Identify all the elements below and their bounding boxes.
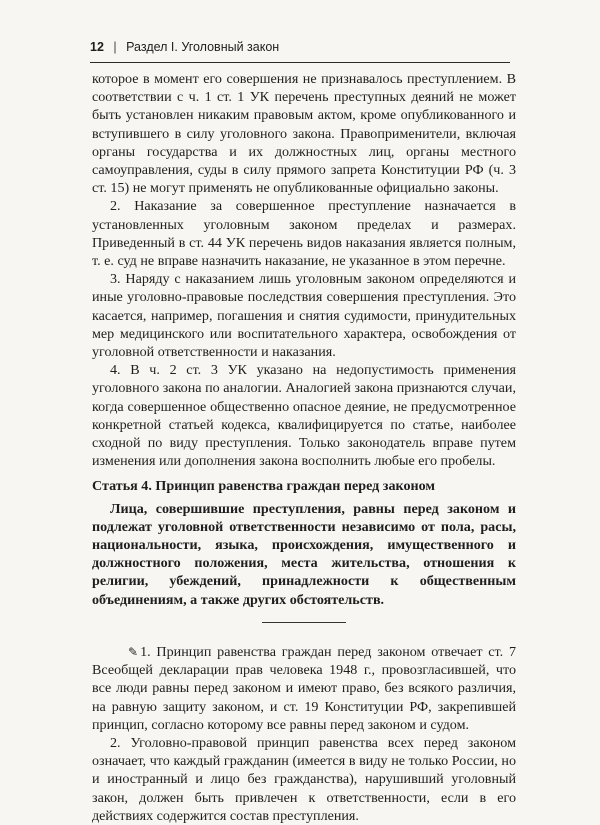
pencil-icon: ✎ bbox=[128, 644, 139, 659]
commentary-paragraph-1 bbox=[92, 643, 516, 734]
paragraph-3: 3. Наряду с наказанием лишь уголовным законом определяются и иные уголовно-правовые последствия совершения преступления. Это касается, например, погашения и снятия судимости, принудительных мер медицинского или воспитательного характера, освобождения от уголовной ответственности и наказания. bbox=[92, 271, 516, 361]
header-rule bbox=[90, 62, 510, 63]
commentary-paragraph-2: 2. Уголовно-правовой принцип равенства всех перед законом означает, что каждый гражданин (имеется в виду не только России, но и иностранный и лицо без гражданства), нарушивший уголовный закон, должен быть привлечен к ответственности, если в его действиях содержится состав преступления. bbox=[92, 734, 516, 824]
commentary-paragraph-1-text: 1. Принцип равенства граждан перед законом отвечает ст. 7 Всеобщей декларации прав человека 1948 г., провозгласившей, что все люди равны перед законом и имеют право, без всякого различия, на равную защиту законом, и ст. 19 Конституции РФ, закрепившей принцип, согласно которому все равны перед законом и судом. bbox=[92, 643, 516, 733]
header-separator: | bbox=[113, 40, 117, 54]
article-title: Статья 4. Принцип равенства граждан перед законом bbox=[92, 478, 435, 495]
article-text: Лица, совершившие преступления, равны перед законом и подлежат уголовной ответственности независимо от пола, расы, национальности, языка, происхождения, имущественного и должностного положения, места жительства, отношения к религии, убеждений, принадлежности к общественным объединениям, а также других обстоятельств. bbox=[92, 500, 516, 608]
article-divider bbox=[262, 622, 346, 623]
section-title: Раздел I. Уголовный закон bbox=[126, 40, 280, 54]
paragraph-continuation: которое в момент его совершения не признавалось преступлением. В соответствии с ч. 1 ст. 1 УК перечень преступных деяний не может быть установлен никаким правовым актом, кроме опубликованного и вступившего в силу уголовного закона. Правоприменители, включая органы государства и их должностных лиц, органы местного самоуправления, суды в силу прямого запрета Конституции РФ (ч. 3 ст. 15) не могут применять не опубликованные официально законы. bbox=[92, 71, 516, 197]
running-header bbox=[90, 40, 510, 54]
paragraph-2: 2. Наказание за совершенное преступление назначается в установленных уголовным законом пределах и размерах. Приведенный в ст. 44 УК перечень видов наказания является полным, т. е. суд не вправе назначить наказание, не указанное в этом перечне. bbox=[92, 198, 516, 270]
page-number: 12 bbox=[90, 40, 104, 54]
page-body bbox=[92, 70, 516, 825]
paragraph-4: 4. В ч. 2 ст. 3 УК указано на недопустимость применения уголовного закона по аналогии. Аналогией закона признаются случаи, когда совершенное общественно опасное деяние, не предусмотренное конкретной статьей кодекса, квалифицируется по статье, наиболее сходной по виду преступления. Только законодатель вправе путем изменения или дополнения закона восполнить любые его пробелы. bbox=[92, 362, 516, 470]
